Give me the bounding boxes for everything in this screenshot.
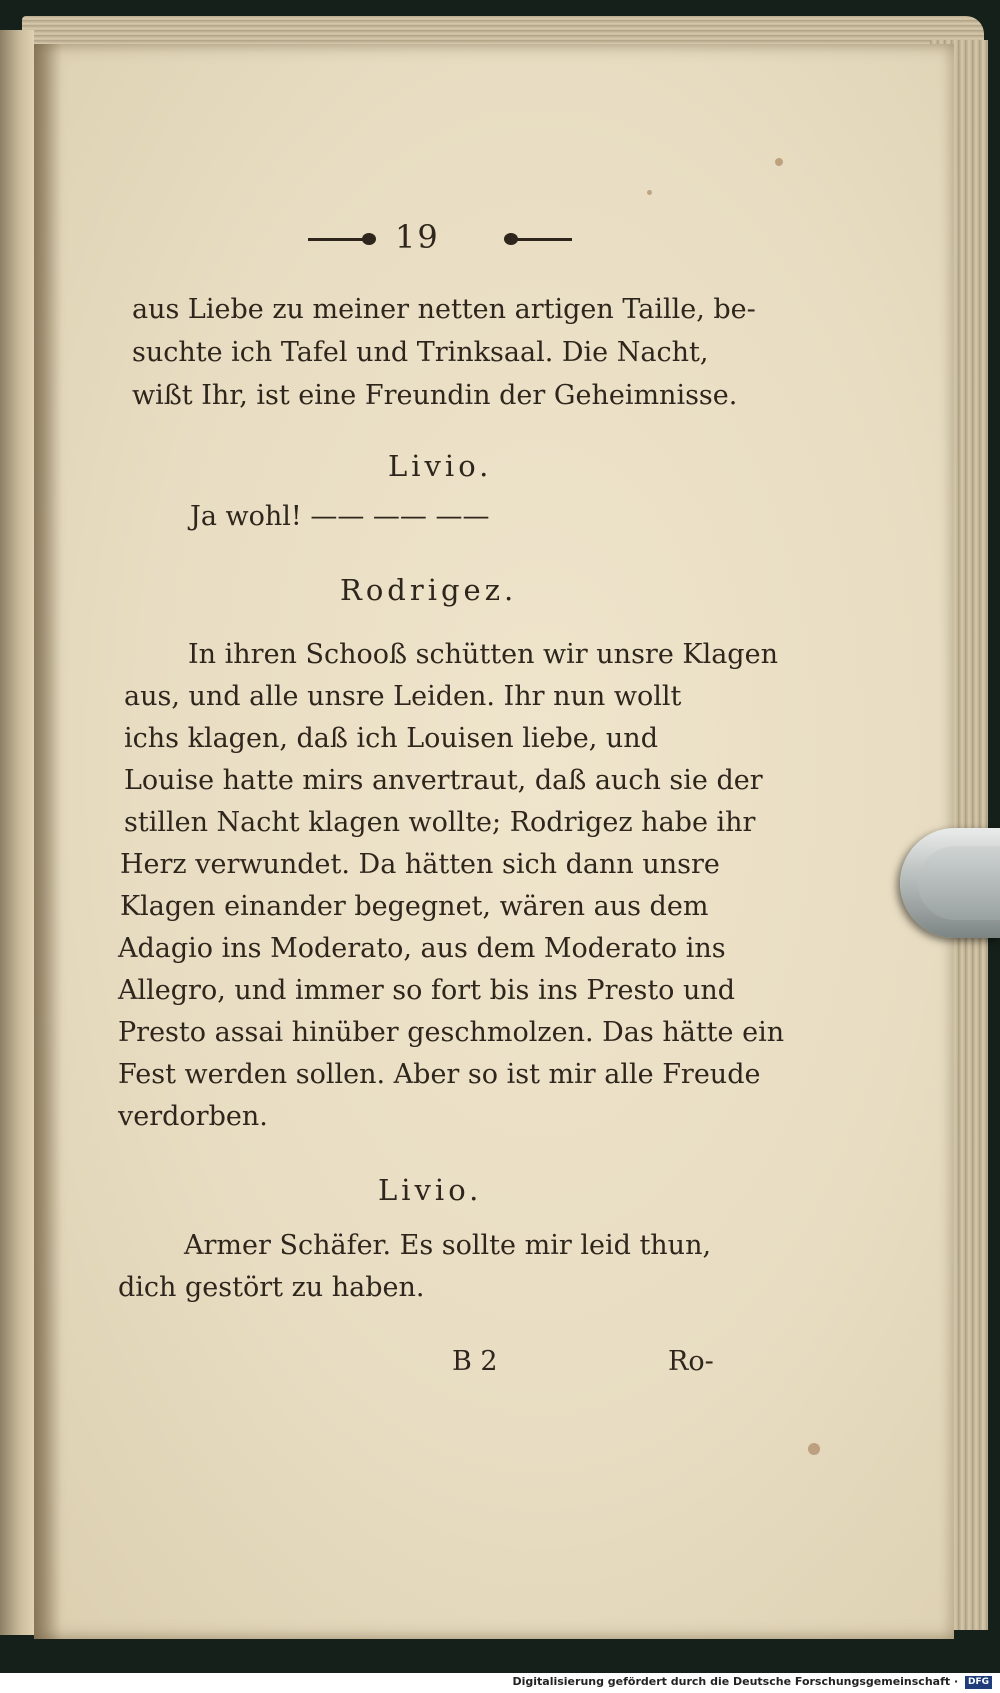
page-number: 19 [395, 218, 440, 256]
left-page-edge [0, 30, 34, 1635]
speaker-heading-livio: Livio. [378, 1173, 483, 1207]
credit-text: Digitalisierung gefördert durch die Deutsche Forschungsgemeinschaft · [512, 1675, 959, 1688]
text-line: Klagen einander begegnet, wären aus dem [120, 891, 709, 922]
gutter-shadow [34, 44, 62, 1639]
ornament-right [506, 238, 572, 241]
dfg-logo: DFG [965, 1676, 992, 1689]
paper-stain [775, 158, 783, 166]
text-line: verdorben. [118, 1101, 268, 1132]
text-line: Herz verwundet. Da hätten sich dann unsre [120, 849, 720, 880]
text-line: Fest werden sollen. Aber so ist mir alle Freude [118, 1059, 761, 1090]
digitization-credit [512, 1675, 992, 1689]
text-line: wißt Ihr, ist eine Freundin der Geheimnisse. [132, 380, 738, 411]
text-line: Ja wohl! —— —— —— [190, 501, 490, 532]
text-line: stillen Nacht klagen wollte; Rodrigez habe ihr [124, 807, 756, 838]
text-line: Presto assai hinüber geschmolzen. Das hätte ein [118, 1017, 785, 1048]
text-line: Armer Schäfer. Es sollte mir leid thun, [184, 1230, 712, 1261]
text-line: Louise hatte mirs anvertraut, daß auch sie der [124, 765, 763, 796]
signature-mark: B 2 [452, 1346, 498, 1377]
paper-stain [808, 1443, 820, 1455]
speaker-heading-rodrigez: Rodrigez. [340, 573, 518, 607]
page-clip-inner [918, 846, 1000, 920]
text-line: Allegro, und immer so fort bis ins Presto und [118, 975, 736, 1006]
text-line: Adagio ins Moderato, aus dem Moderato ins [118, 933, 726, 964]
text-line: In ihren Schooß schütten wir unsre Klagen [188, 639, 778, 670]
speaker-heading-livio: Livio. [388, 449, 493, 483]
text-line: ichs klagen, daß ich Louisen liebe, und [124, 723, 658, 754]
text-line: aus Liebe zu meiner netten artigen Taille, be- [132, 294, 756, 325]
text-line: dich gestört zu haben. [118, 1272, 425, 1303]
text-line: suchte ich Tafel und Trinksaal. Die Nacht, [132, 337, 709, 368]
catchword: Ro- [668, 1346, 714, 1377]
text-line: aus, und alle unsre Leiden. Ihr nun wollt [124, 681, 682, 712]
paper-stain [647, 190, 652, 195]
ornament-left-dot [362, 233, 376, 245]
